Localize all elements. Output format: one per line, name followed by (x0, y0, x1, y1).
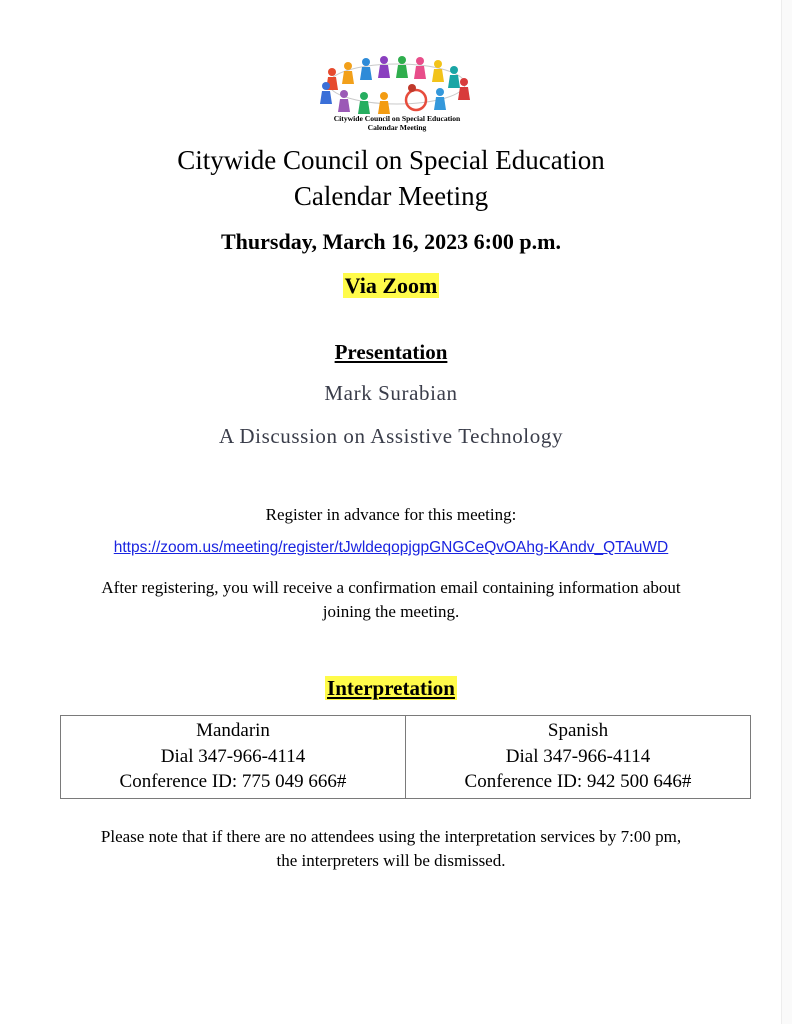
register-note-line1: After registering, you will receive a confirmation email containing information about (101, 578, 681, 597)
interpretation-heading: Interpretation (327, 676, 455, 700)
dial-number: Dial 347-966-4114 (160, 745, 306, 767)
wheelchair-icon (406, 84, 426, 110)
footer-note-line2: the interpreters will be dismissed. (276, 851, 506, 870)
interpretation-table (60, 715, 751, 799)
language-label: Spanish (547, 720, 609, 741)
council-logo (304, 52, 490, 136)
register-link[interactable]: https://zoom.us/meeting/register/tJwldeqopjgpGNGCeQvOAhg-KAndv_QTAuWD (113, 539, 669, 556)
figure-icon (396, 56, 408, 78)
page-edge (781, 0, 792, 1024)
figure-icon (458, 78, 470, 100)
figure-icon (378, 92, 390, 114)
figure-icon (360, 58, 372, 80)
logo-caption-line2: Calendar Meeting (367, 123, 427, 132)
mandarin-cell (61, 716, 406, 799)
register-note-line2: joining the meeting. (322, 602, 460, 621)
figure-icon (378, 56, 390, 78)
table-row (61, 716, 751, 799)
register-link-wrapper (0, 539, 782, 557)
presentation-topic: A Discussion on Assistive Technology (218, 424, 564, 448)
figure-icon (338, 90, 350, 112)
spanish-cell (406, 716, 751, 799)
interpretation-heading-wrapper (0, 676, 782, 701)
conference-id: Conference ID: 942 500 646# (464, 771, 692, 792)
dial-number: Dial 347-966-4114 (505, 745, 651, 767)
footer-note-line1: Please note that if there are no attendees using the interpretation services by 7:00 pm, (100, 827, 682, 846)
meeting-venue-wrapper (0, 273, 782, 299)
presenter-name: Mark Surabian (324, 381, 458, 405)
meeting-venue: Via Zoom (344, 273, 438, 298)
figure-icon (414, 57, 426, 79)
meeting-datetime: Thursday, March 16, 2023 6:00 p.m. (220, 229, 561, 254)
figure-icon (342, 62, 354, 84)
page-title-line1: Citywide Council on Special Education (177, 145, 605, 175)
conference-id: Conference ID: 775 049 666# (119, 771, 347, 792)
people-circle-icon (304, 52, 490, 118)
language-label: Mandarin (196, 720, 270, 741)
logo-caption-line1: Citywide Council on Special Education (333, 114, 461, 123)
register-prompt: Register in advance for this meeting: (265, 505, 517, 524)
presentation-heading: Presentation (334, 340, 448, 364)
figure-icon (432, 60, 444, 82)
figure-icon (358, 92, 370, 114)
presentation-heading-wrapper (0, 340, 782, 365)
page-title-line2: Calendar Meeting (293, 181, 489, 211)
figure-icon (434, 88, 446, 110)
figure-icon (448, 66, 460, 88)
